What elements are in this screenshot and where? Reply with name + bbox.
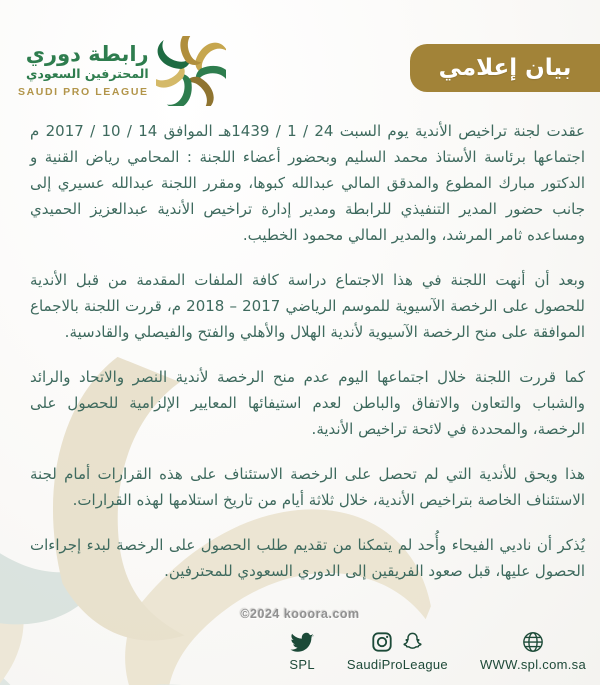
twitter-handle: SPL bbox=[289, 657, 315, 672]
statement-paragraph-5: يُذكر أن ناديي الفيحاء وأُحد لم يتمكنا من تقديم طلب الحصول على الرخصة لبدء إجراءات الحصول عليها، قبل صعود الفريقين إلى الدوري السعودي للمحترفين. bbox=[30, 536, 585, 580]
social-media-group bbox=[347, 631, 448, 672]
twitter-icon bbox=[290, 632, 315, 653]
brand-name-english: SAUDI PRO LEAGUE bbox=[18, 86, 149, 98]
brand-name-arabic-line1: رابطة دوري bbox=[25, 42, 149, 66]
kooora-credit: ©2024 kooora.com bbox=[240, 607, 360, 621]
globe-icon bbox=[522, 631, 544, 653]
snapchat-icon bbox=[401, 631, 424, 653]
statement-paragraph-3: كما قررت اللجنة خلال اجتماعها اليوم عدم منح الرخصة لأندية النصر والاتحاد والرائد والشباب والتعاون والاتفاق والباطن لعدم استيفائها المعايير الإلزامية للحصول على الرخصة، والمحددة في لائحة تراخيص الأندية. bbox=[30, 368, 585, 438]
spl-logo bbox=[18, 36, 226, 106]
statement-body bbox=[30, 118, 585, 584]
spl-logo-mark-icon bbox=[156, 36, 226, 106]
statement-paragraph-4: هذا ويحق للأندية التي لم تحصل على الرخصة الاستئناف على هذه القرارات أمام لجنة الاستئناف الخاصة بتراخيص الأندية، خلال ثلاثة أيام من تاريخ استلامها لهذه القرارات. bbox=[30, 465, 585, 509]
banner-label: بيان إعلامي bbox=[438, 55, 572, 81]
footer bbox=[289, 631, 586, 672]
website-url: WWW.spl.com.sa bbox=[479, 657, 586, 672]
statement-paragraph-2: وبعد أن أنهت اللجنة في هذا الاجتماع دراسة كافة الملفات المقدمة من قبل الأندية للحصول على الرخصة الآسيوية للموسم الرياضي 2017 – 2018 م، قررت اللجنة بالاجماع الموافقة على منح الرخصة الآسيوية لأندية الهلال والأهلي والفتح والفيصلي والقادسية. bbox=[30, 271, 585, 341]
instagram-icon bbox=[371, 631, 393, 653]
twitter-group bbox=[289, 632, 314, 672]
website-group bbox=[480, 631, 586, 672]
statement-paragraph-1: عقدت لجنة تراخيص الأندية يوم السبت 24 / 1 / 1439هـ الموافق 14 / 10 / 2017 م اجتماعها برئاسة الأستاذ محمد السليم وبحضور أعضاء اللجنة : المحامي رياض القنية و الدكتور مبارك المطوع والمدقق المالي عبدالله كبوها، ومقرر اللجنة عبدالله عسيري إلى جانب حضور المدير التنفيذي للرابطة ومدير إدارة تراخيص الأندية عبدالعزيز الحميدي ومساعده ثامر المرشد، والمدير المالي محمود الخطيب. bbox=[30, 122, 585, 244]
social-handle: SaudiProLeague bbox=[346, 657, 448, 672]
spl-logo-text bbox=[18, 42, 149, 100]
statement-banner bbox=[410, 44, 600, 92]
brand-name-arabic-line2: المحترفين السعودي bbox=[26, 66, 149, 81]
